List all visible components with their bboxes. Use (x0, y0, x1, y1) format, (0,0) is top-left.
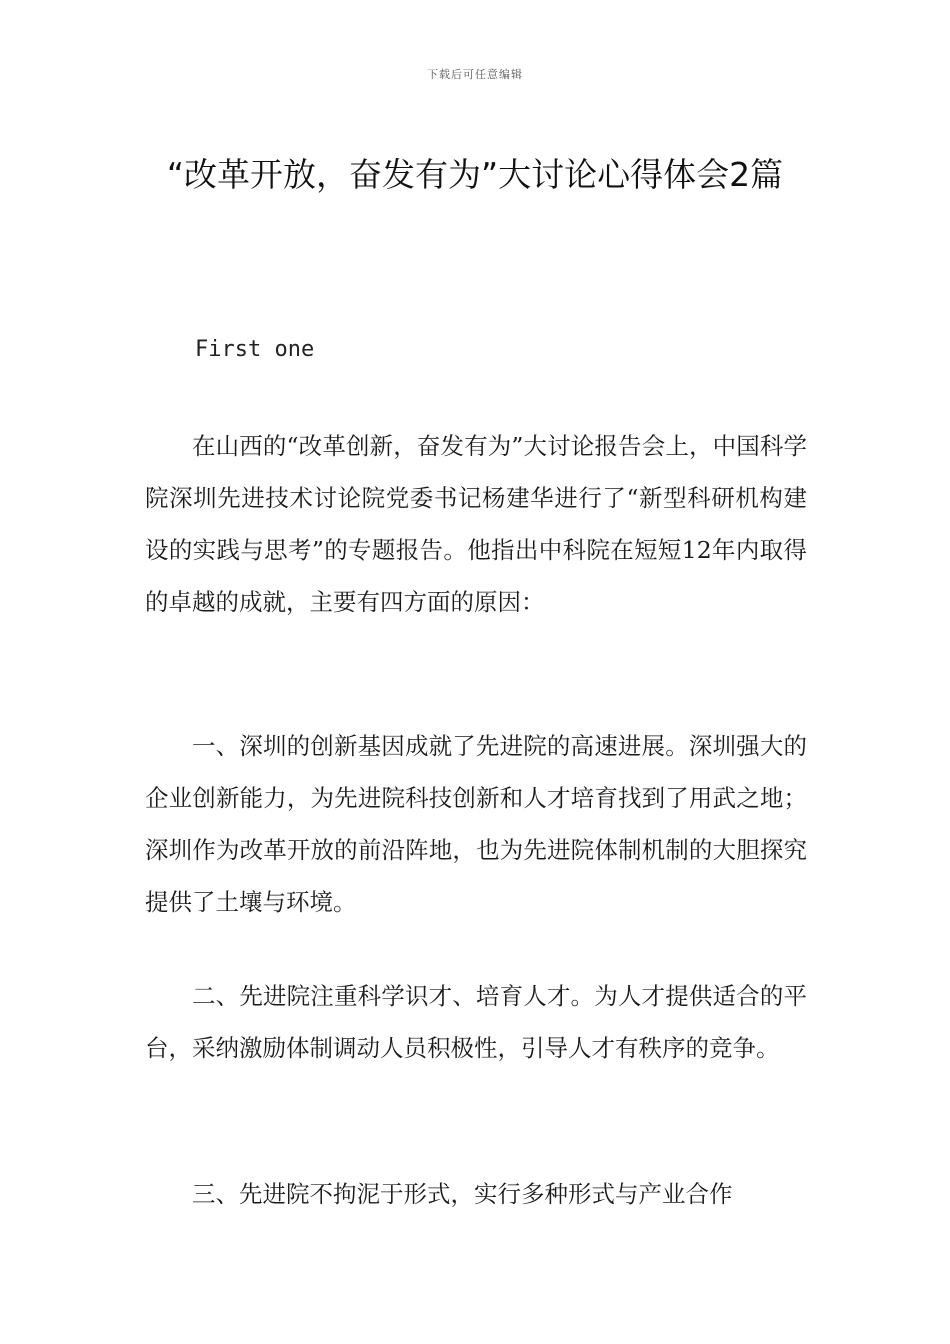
body-paragraph: 二、先进院注重科学识才、培育人才。为人才提供适合的平台，采纳激励体制调动人员积极性，引导人才有秩序的竞争。 (145, 982, 807, 1062)
header-note: 下载后可任意编辑 (427, 68, 523, 81)
body-paragraph: 三、先进院不拘泥于形式，实行多种形式与产业合作 (192, 1180, 733, 1208)
body-paragraph: 一、深圳的创新基因成就了先进院的高速进展。深圳强大的企业创新能力，为先进院科技创新和人才培育找到了用武之地；深圳作为改革开放的前沿阵地，也为先进院体制机制的大胆探究提供了土壤与环境。 (145, 732, 807, 916)
document-title: “改革开放，奋发有为”大讨论心得体会2篇 (166, 155, 784, 194)
body-paragraph: 在山西的“改革创新，奋发有为”大讨论报告会上，中国科学院深圳先进技术讨论院党委书记杨建华进行了“新型科研机构建设的实践与思考”的专题报告。他指出中科院在短短12年内取得的卓越的成就，主要有四方面的原因： (145, 432, 807, 616)
section-subhead: First one (195, 337, 315, 362)
